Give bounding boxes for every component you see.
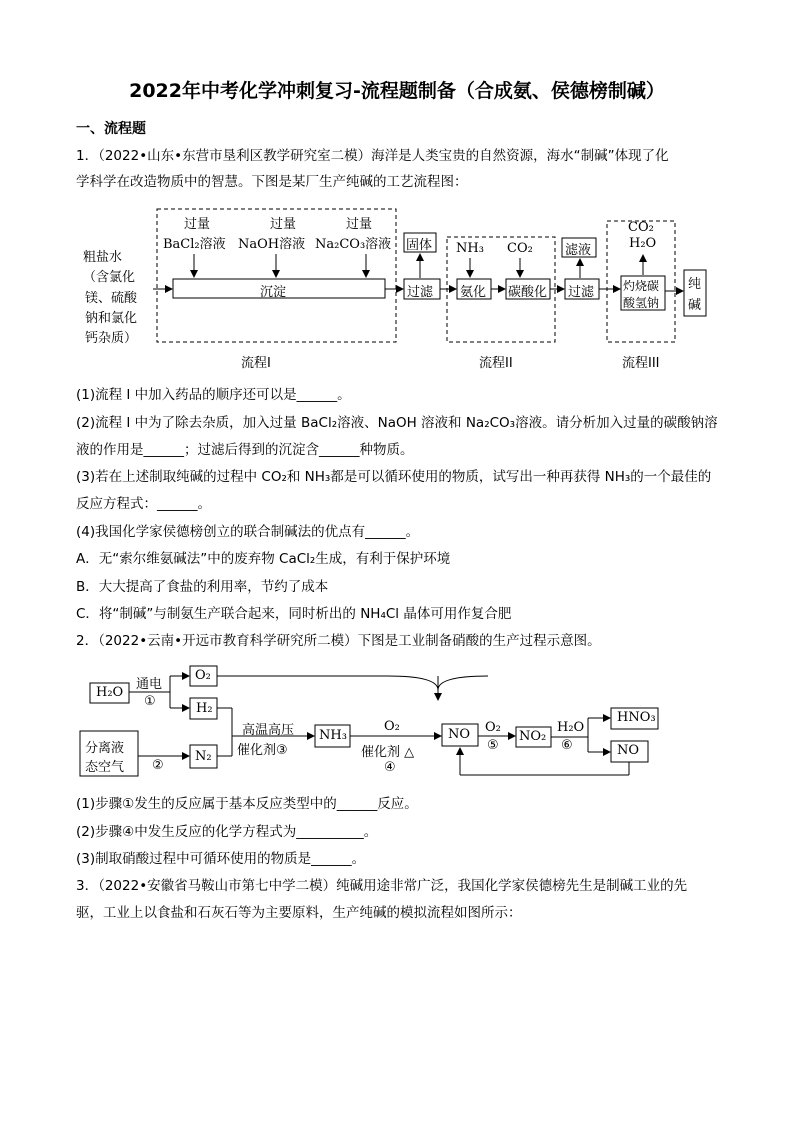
- q1-sub2-line2: 液的作用是______；过滤后得到的沉淀含______种物质。: [76, 442, 414, 458]
- q1-stem-line1: 1．（2022•山东•东营市垦利区教学研究室二模）海洋是人类宝贵的自然资源，海水“制碱”体现了化: [76, 148, 669, 164]
- step6-label: ⑥: [561, 738, 573, 753]
- step4-label: ④: [384, 760, 396, 775]
- hno3-box: HNO₃: [617, 710, 656, 725]
- q3-stem-line1: 3．（2022•安徽省马鞍山市第七中学二模）纯碱用途非常广泛，我国化学家侯德榜先生是制碱工业的先: [76, 878, 688, 894]
- raw-material-label-2: （含氯化: [83, 270, 136, 285]
- carbonate-box: 碳酸化: [508, 285, 548, 300]
- o2-step5-label: O₂: [485, 720, 501, 735]
- flow3-caption: 流程III: [622, 356, 660, 371]
- no-box: NO: [448, 727, 471, 742]
- q2-sub2: (2)步骤④中发生反应的化学方程式为__________。: [76, 824, 378, 840]
- raw-material-label-5: 钙杂质）: [85, 331, 138, 346]
- q1-option-c: C．将“制碱”与制氨生产联合起来，同时析出的 NH₄Cl 晶体可用作复合肥: [76, 606, 512, 622]
- page-title: 2022年中考化学冲刺复习-流程题制备（合成氨、侯德榜制碱）: [129, 80, 665, 102]
- q1-sub4: (4)我国化学家侯德榜创立的联合制碱法的优点有______。: [76, 524, 420, 540]
- step2-label: ②: [152, 758, 164, 773]
- q2-sub3: (3)制取硝酸过程中可循环使用的物质是______。: [76, 851, 366, 867]
- q2-sub1: (1)步骤①发生的反应属于基本反应类型中的______反应。: [76, 796, 418, 812]
- co2-out-label: CO₂: [628, 220, 654, 235]
- precipitate-label: 沉淀: [260, 285, 287, 300]
- step5-label: ⑤: [487, 738, 499, 753]
- q1-sub3-line2: 反应方程式：______。: [76, 496, 211, 512]
- na2co3-label: Na₂CO₃溶液: [315, 237, 392, 252]
- calcine-label-2: 酸氢钠: [623, 296, 660, 310]
- raw-material-label-1: 粗盐水: [83, 250, 123, 265]
- q3-stem-line2: 驱，工业上以食盐和石灰石等为主要原料，生产纯碱的模拟流程如图所示：: [76, 905, 522, 921]
- o2-box: O₂: [195, 668, 211, 683]
- q2-stem: 2．（2022•云南•开远市教育科学研究所二模）下图是工业制备硝酸的生产过程示意图。: [76, 633, 601, 649]
- raw-material-label-4: 钠和氯化: [85, 311, 138, 326]
- filter-box-1: 过滤: [407, 285, 434, 300]
- q1-option-a: A．无“索尔维氨碱法”中的废弃物 CaCl₂生成，有利于保护环境: [76, 551, 451, 567]
- q1-sub2-line1: (2)流程 I 中为了除去杂质，加入过量 BaCl₂溶液、NaOH 溶液和 Na₂CO₃溶液。请分析加入过量的碳酸钠溶: [76, 415, 718, 431]
- nh3-box: NH₃: [319, 728, 347, 743]
- soda-box-2: 碱: [688, 298, 702, 313]
- section-heading: 一、流程题: [76, 121, 146, 137]
- q1-sub3-line1: (3)若在上述制取纯碱的过程中 CO₂和 NH₃都是可以循环使用的物质，试写出一种再获得 NH₃的一个最佳的: [76, 469, 712, 485]
- solid-box: 固体: [406, 238, 433, 253]
- flow1-caption: 流程I: [241, 356, 271, 371]
- raw-material-label-3: 镁、硫酸: [85, 291, 138, 306]
- o2-step4-label: O₂: [384, 719, 400, 734]
- no-out-box: NO: [617, 743, 640, 758]
- no2-box: NO₂: [519, 729, 547, 744]
- q1-sub1: (1)流程 I 中加入药品的顺序还可以是______。: [76, 387, 351, 403]
- bacl2-label: BaCl₂溶液: [163, 237, 226, 252]
- air-label-2: 态空气: [85, 760, 125, 775]
- step1-label: ①: [144, 694, 156, 709]
- q1-option-b: B．大大提高了食盐的利用率，节约了成本: [76, 579, 329, 595]
- soda-box-1: 纯: [688, 277, 702, 292]
- filtrate-box: 滤液: [565, 243, 592, 258]
- h2o-out-label: H₂O: [629, 236, 657, 251]
- nh3-label: NH₃: [456, 241, 484, 256]
- condition3-label-1: 高温高压: [242, 723, 295, 738]
- ammoniate-box: 氨化: [460, 285, 487, 300]
- h2-box: H₂: [196, 701, 213, 716]
- h2o-step6-label: H₂O: [557, 720, 585, 735]
- catalyst4-label: 催化剂 △: [361, 745, 415, 760]
- electrolysis-label: 通电: [136, 677, 163, 692]
- q1-stem-line2: 学科学在改造物质中的智慧。下图是某厂生产纯碱的工艺流程图：: [76, 174, 468, 190]
- filter-box-2: 过滤: [568, 285, 595, 300]
- air-label-1: 分离液: [85, 741, 125, 756]
- co2-label: CO₂: [507, 241, 533, 256]
- excess-label-3: 过量: [346, 217, 373, 232]
- n2-box: N₂: [195, 749, 212, 764]
- h2o-box: H₂O: [96, 685, 124, 700]
- flow2-caption: 流程II: [479, 356, 513, 371]
- excess-label-2: 过量: [270, 217, 297, 232]
- naoh-label: NaOH溶液: [238, 237, 306, 252]
- condition3-label-2: 催化剂③: [237, 743, 288, 758]
- calcine-label-1: 灼烧碳: [623, 279, 660, 293]
- excess-label-1: 过量: [184, 217, 211, 232]
